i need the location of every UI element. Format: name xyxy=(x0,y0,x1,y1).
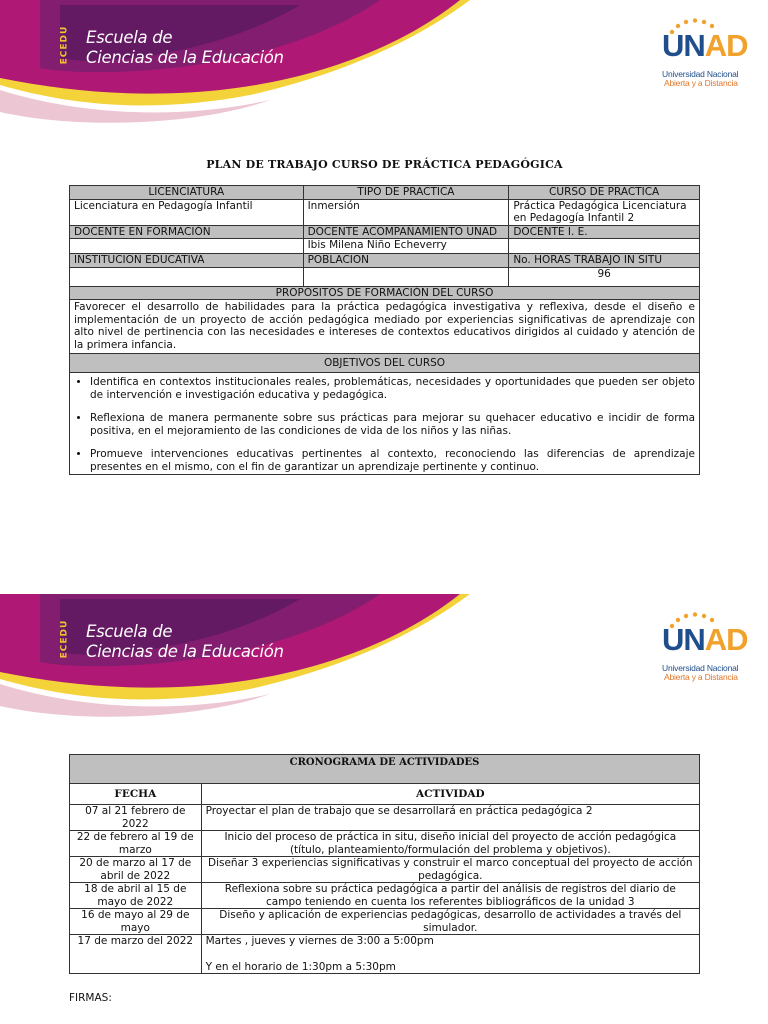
firmas-label: FIRMAS: xyxy=(69,992,112,1004)
row-fecha: 07 al 21 febrero de 2022 xyxy=(70,805,202,831)
row-fecha: 18 de abril al 15 de mayo de 2022 xyxy=(70,883,202,909)
schedule-line-1: Martes , jueves y viernes de 3:00 a 5:00pm xyxy=(205,935,434,947)
tipo-label: TIPO DE PRACTICA xyxy=(303,186,509,200)
curso-value: Práctica Pedagógica Licenciatura en Pedagogía Infantil 2 xyxy=(509,199,700,225)
table-row xyxy=(70,909,700,935)
table-row xyxy=(70,186,700,200)
propositos-text: Favorecer el desarrollo de habilidades para la práctica pedagógica investigativa y reflexiva, desde el diseño e implementación de un proyecto de acción pedagógica mediado por experiencias significativas de aprendizaje con alto nivel de pertinencia con las necesidades e intereses de contextos educativos dirigidos al cuidado y atención de la primera infancia. xyxy=(70,300,700,354)
list-item: • Identifica en contextos institucionales reales, problemáticas, necesidades y oportunidades que pueden ser objeto de intervención e investigación educativa y pedagógica. xyxy=(90,376,695,401)
logo-subtitle-2: Abierta y a Distancia xyxy=(664,672,738,682)
objetivos-label: OBJETIVOS DEL CURSO xyxy=(70,354,700,373)
table-row xyxy=(70,373,700,475)
ecedu-vertical-label: ECEDU xyxy=(59,619,70,659)
logo-wordmark: UNAD xyxy=(662,28,748,63)
row-fecha: 16 de mayo al 29 de mayo xyxy=(70,909,202,935)
institucion-value xyxy=(70,267,304,286)
table-row xyxy=(70,883,700,909)
row-actividad: Diseño y aplicación de experiencias pedagógicas, desarrollo de actividades a través del simulador. xyxy=(201,909,699,935)
table-row xyxy=(70,225,700,239)
docente-formacion-value xyxy=(70,239,304,254)
docente-ie-label: DOCENTE I. E. xyxy=(509,225,700,239)
ecedu-vertical-label: ECEDU xyxy=(59,25,70,65)
table-row xyxy=(70,239,700,254)
plan-table xyxy=(69,185,700,475)
schedule-line-2: Y en el horario de 1:30pm a 5:30pm xyxy=(205,960,396,973)
school-name-line1: Escuela de xyxy=(86,622,173,641)
row-actividad: Diseñar 3 experiencias significativas y construir el marco conceptual del proyecto de acción pedagógica. xyxy=(201,857,699,883)
table-row xyxy=(70,784,700,805)
table-row xyxy=(70,805,700,831)
school-name-line2: Ciencias de la Educación xyxy=(86,642,284,661)
table-row xyxy=(70,267,700,286)
propositos-label: PROPÓSITOS DE FORMACIÓN DEL CURSO xyxy=(70,286,700,300)
table-row xyxy=(70,857,700,883)
docente-unad-label: DOCENTE ACOMPAÑAMIENTO UNAD xyxy=(303,225,509,239)
row-fecha: 17 de marzo del 2022 xyxy=(70,935,202,974)
table-row xyxy=(70,199,700,225)
table-row xyxy=(70,755,700,784)
docente-formacion-label: DOCENTE EN FORMACIÓN xyxy=(70,225,304,239)
page-header-2 xyxy=(0,594,768,724)
curso-label: CURSO DE PRACTICA xyxy=(509,186,700,200)
horas-label: No. HORAS TRABAJO IN SITU xyxy=(509,254,700,268)
docente-ie-value xyxy=(509,239,700,254)
school-name-line2: Ciencias de la Educación xyxy=(86,48,284,67)
tipo-value: Inmersión xyxy=(303,199,509,225)
horas-value: 96 xyxy=(509,267,700,286)
list-item: • Reflexiona de manera permanente sobre sus prácticas para mejorar su quehacer educativo e incidir de forma positiva, en el mejoramiento de las condiciones de vida de los niños y las niñas. xyxy=(90,412,695,437)
logo-wordmark: UNAD xyxy=(662,622,748,657)
table-row xyxy=(70,300,700,354)
docente-unad-value: Ibis Milena Niño Echeverry xyxy=(303,239,509,254)
table-row xyxy=(70,935,700,974)
poblacion-label: POBLACION xyxy=(303,254,509,268)
logo-subtitle-1: Universidad Nacional xyxy=(662,69,739,79)
institucion-label: INSTITUCION EDUCATIVA xyxy=(70,254,304,268)
school-name-line1: Escuela de xyxy=(86,28,173,47)
cronograma-table xyxy=(69,754,700,974)
unad-logo xyxy=(662,612,752,682)
table-row xyxy=(70,286,700,300)
page-header-1 xyxy=(0,0,768,130)
logo-subtitle-2: Abierta y a Distancia xyxy=(664,78,738,88)
row-actividad xyxy=(201,935,699,974)
school-name xyxy=(86,28,284,68)
list-item: • Promueve intervenciones educativas pertinentes al contexto, reconociendo las diferencias de aprendizaje presentes en el mismo, con el fin de garantizar un aprendizaje pertinente y continuo. xyxy=(90,448,695,473)
row-fecha: 20 de marzo al 17 de abril de 2022 xyxy=(70,857,202,883)
objetivos-list xyxy=(70,373,699,473)
school-name xyxy=(86,622,284,662)
plan-title: PLAN DE TRABAJO CURSO DE PRÁCTICA PEDAGÓGICA xyxy=(206,158,563,171)
table-row xyxy=(70,354,700,373)
licenciatura-label: LICENCIATURA xyxy=(70,186,304,200)
unad-logo xyxy=(662,18,752,88)
row-fecha: 22 de febrero al 19 de marzo xyxy=(70,831,202,857)
table-row xyxy=(70,831,700,857)
objetivos-cell xyxy=(70,373,700,475)
logo-subtitle-1: Universidad Nacional xyxy=(662,663,739,673)
col-fecha-header: FECHA xyxy=(70,784,202,805)
row-actividad: Inicio del proceso de práctica in situ, diseño inicial del proyecto de acción pedagógica (título, planteamiento/formulación del problema y objetivos). xyxy=(201,831,699,857)
row-actividad: Reflexiona sobre su práctica pedagógica a partir del análisis de registros del diario de campo teniendo en cuenta los referentes bibliográficos de la unidad 3 xyxy=(201,883,699,909)
row-actividad: Proyectar el plan de trabajo que se desarrollará en práctica pedagógica 2 xyxy=(201,805,699,831)
licenciatura-value: Licenciatura en Pedagogía Infantil xyxy=(70,199,304,225)
table-row xyxy=(70,254,700,268)
cronograma-title: CRONOGRAMA DE ACTIVIDADES xyxy=(70,755,700,784)
poblacion-value xyxy=(303,267,509,286)
col-actividad-header: ACTIVIDAD xyxy=(201,784,699,805)
